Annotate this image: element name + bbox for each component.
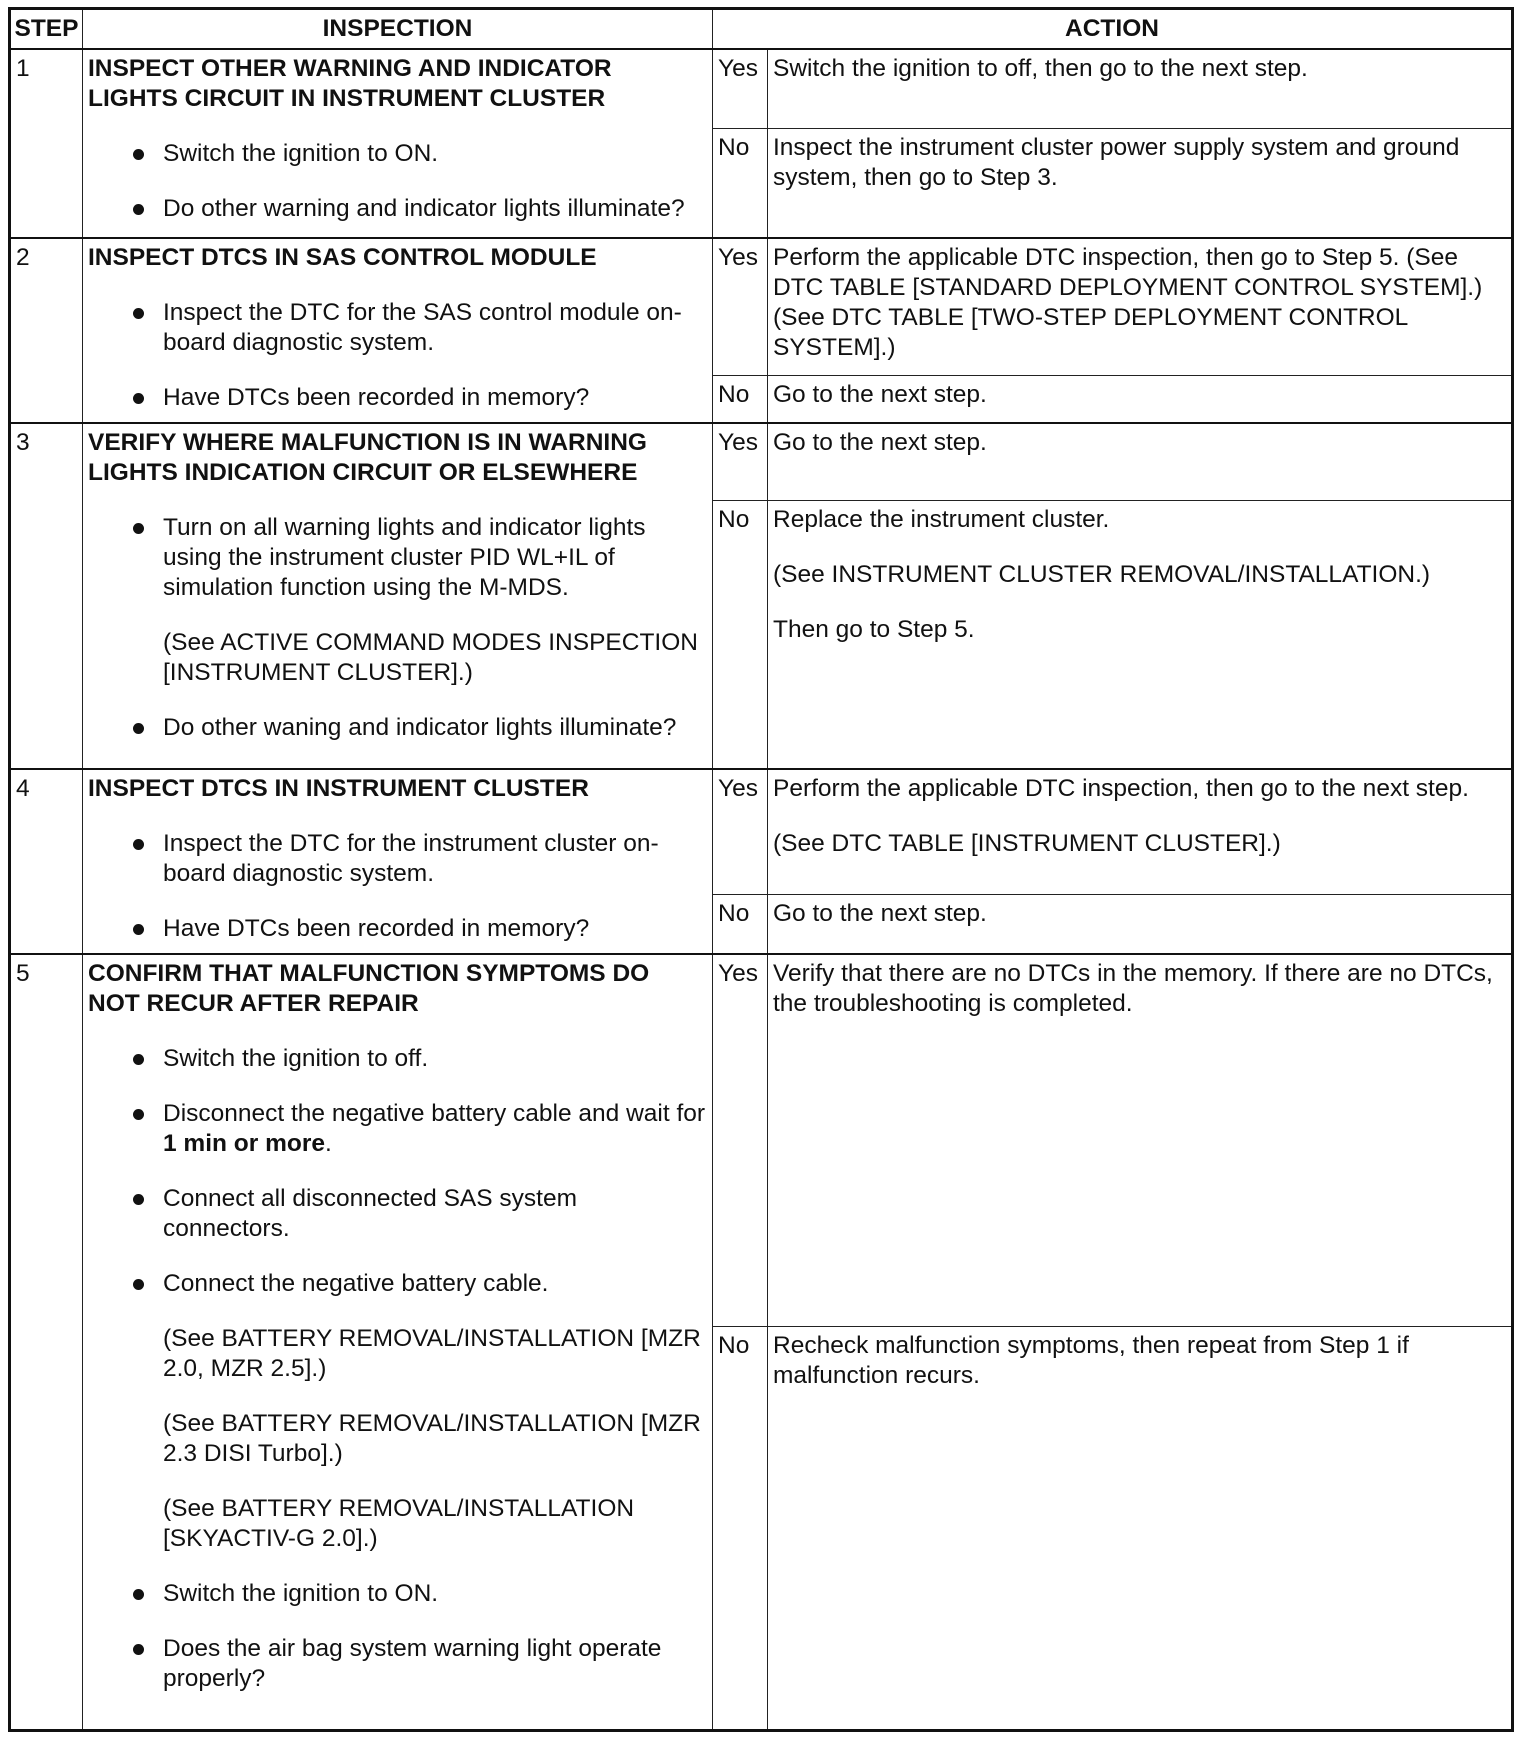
step-2-yes-row bbox=[10, 238, 1513, 375]
bullet-icon bbox=[133, 924, 144, 935]
step-1-item-2: Do other warning and indicator lights illuminate? bbox=[88, 194, 707, 224]
step-3-number: 3 bbox=[10, 423, 83, 769]
step-4-inspection bbox=[83, 769, 713, 954]
step-3-title: VERIFY WHERE MALFUNCTION IS IN WARNING LIGHTS INDICATION CIRCUIT OR ELSEWHERE bbox=[88, 428, 647, 486]
step-1-inspection bbox=[83, 49, 713, 238]
step-2-no-label: No bbox=[713, 375, 768, 423]
step-4-number: 4 bbox=[10, 769, 83, 954]
step-1-yes-action: Switch the ignition to off, then go to the next step. bbox=[768, 49, 1513, 128]
step-4-no-label: No bbox=[713, 895, 768, 954]
table-header-row bbox=[10, 9, 1513, 50]
step-4-yes-action: Perform the applicable DTC inspection, then go to the next step. (See DTC TABLE [INSTRUMENT CLUSTER].) bbox=[768, 769, 1513, 895]
bullet-icon bbox=[133, 393, 144, 404]
step-5-inspection bbox=[83, 954, 713, 1731]
bullet-icon bbox=[133, 1644, 144, 1655]
header-step: STEP bbox=[10, 9, 83, 50]
step-3-yes-action: Go to the next step. bbox=[768, 423, 1513, 501]
step-5-title: CONFIRM THAT MALFUNCTION SYMPTOMS DO NOT RECUR AFTER REPAIR bbox=[88, 959, 650, 1017]
step-5-item-3: Connect all disconnected SAS system connectors. bbox=[88, 1184, 707, 1244]
step-3-no-label: No bbox=[713, 501, 768, 769]
header-action: ACTION bbox=[713, 9, 1513, 50]
step-3-item-1: Turn on all warning lights and indicator lights using the instrument cluster PID WL+IL of simulation function using the M-MDS. bbox=[88, 513, 707, 603]
wait-time: 1 min or more bbox=[163, 1129, 326, 1157]
bullet-icon bbox=[133, 149, 144, 160]
bullet-icon bbox=[133, 839, 144, 850]
step-2-yes-action: Perform the applicable DTC inspection, then go to Step 5. (See DTC TABLE [STANDARD DEPLOYMENT CONTROL SYSTEM].) (See DTC TABLE [TWO-STEP DEPLOYMENT CONTROL SYSTEM].) bbox=[768, 238, 1513, 375]
step-1-item-1: Switch the ignition to ON. bbox=[88, 139, 707, 169]
step-1-no-label: No bbox=[713, 128, 768, 238]
header-inspection: INSPECTION bbox=[83, 9, 713, 50]
step-2-item-1: Inspect the DTC for the SAS control module on-board diagnostic system. bbox=[88, 298, 707, 358]
step-5-reference-2: (See BATTERY REMOVAL/INSTALLATION [MZR 2.3 DISI Turbo].) bbox=[163, 1409, 701, 1467]
step-3-no-action: Replace the instrument cluster. (See INSTRUMENT CLUSTER REMOVAL/INSTALLATION.) Then go to Step 5. bbox=[768, 501, 1513, 769]
step-2-title: INSPECT DTCS IN SAS CONTROL MODULE bbox=[88, 244, 597, 272]
step-5-item-1: Switch the ignition to off. bbox=[88, 1044, 707, 1074]
troubleshooting-table bbox=[8, 7, 1514, 1732]
bullet-icon bbox=[133, 1589, 144, 1600]
bullet-icon bbox=[133, 1194, 144, 1205]
step-5-no-action: Recheck malfunction symptoms, then repeat from Step 1 if malfunction recurs. bbox=[768, 1327, 1513, 1731]
step-2-yes-label: Yes bbox=[713, 238, 768, 375]
step-3-yes-row bbox=[10, 423, 1513, 501]
step-4-item-2: Have DTCs been recorded in memory? bbox=[88, 914, 707, 944]
step-3-item-2: Do other waning and indicator lights illuminate? bbox=[88, 713, 707, 743]
step-5-reference-3: (See BATTERY REMOVAL/INSTALLATION [SKYACTIV-G 2.0].) bbox=[163, 1494, 635, 1552]
step-4-no-action: Go to the next step. bbox=[768, 895, 1513, 954]
bullet-icon bbox=[133, 723, 144, 734]
bullet-icon bbox=[133, 1279, 144, 1290]
step-1-yes-label: Yes bbox=[713, 49, 768, 128]
step-5-number: 5 bbox=[10, 954, 83, 1731]
step-2-no-action: Go to the next step. bbox=[768, 375, 1513, 423]
step-2-inspection bbox=[83, 238, 713, 423]
step-5-yes-action: Verify that there are no DTCs in the memory. If there are no DTCs, the troubleshooting is completed. bbox=[768, 954, 1513, 1327]
step-2-number: 2 bbox=[10, 238, 83, 423]
step-5-item-5: Switch the ignition to ON. bbox=[88, 1579, 707, 1609]
step-4-title: INSPECT DTCS IN INSTRUMENT CLUSTER bbox=[88, 774, 589, 802]
step-3-yes-label: Yes bbox=[713, 423, 768, 501]
step-5-yes-label: Yes bbox=[713, 954, 768, 1327]
step-5-no-label: No bbox=[713, 1327, 768, 1731]
step-1-no-action: Inspect the instrument cluster power supply system and ground system, then go to Step 3. bbox=[768, 128, 1513, 238]
step-1-yes-row bbox=[10, 49, 1513, 128]
step-4-yes-row bbox=[10, 769, 1513, 895]
bullet-icon bbox=[133, 1054, 144, 1065]
step-5-item-4: Connect the negative battery cable. bbox=[88, 1269, 707, 1299]
bullet-icon bbox=[133, 308, 144, 319]
step-3-inspection bbox=[83, 423, 713, 769]
step-1-title: INSPECT OTHER WARNING AND INDICATOR LIGHTS CIRCUIT IN INSTRUMENT CLUSTER bbox=[88, 55, 612, 112]
step-4-item-1: Inspect the DTC for the instrument cluster on-board diagnostic system. bbox=[88, 829, 707, 889]
bullet-icon bbox=[133, 1109, 144, 1120]
step-2-item-2: Have DTCs been recorded in memory? bbox=[88, 383, 707, 413]
step-5-reference-1: (See BATTERY REMOVAL/INSTALLATION [MZR 2.0, MZR 2.5].) bbox=[163, 1324, 701, 1382]
step-5-item-2: Disconnect the negative battery cable and wait for 1 min or more. bbox=[88, 1099, 707, 1159]
step-1-number: 1 bbox=[10, 49, 83, 238]
step-5-item-6: Does the air bag system warning light operate properly? bbox=[88, 1634, 707, 1694]
step-3-item-reference: (See ACTIVE COMMAND MODES INSPECTION [INSTRUMENT CLUSTER].) bbox=[163, 628, 698, 686]
step-5-yes-row bbox=[10, 954, 1513, 1327]
bullet-icon bbox=[133, 523, 144, 534]
step-4-yes-label: Yes bbox=[713, 769, 768, 895]
bullet-icon bbox=[133, 204, 144, 215]
